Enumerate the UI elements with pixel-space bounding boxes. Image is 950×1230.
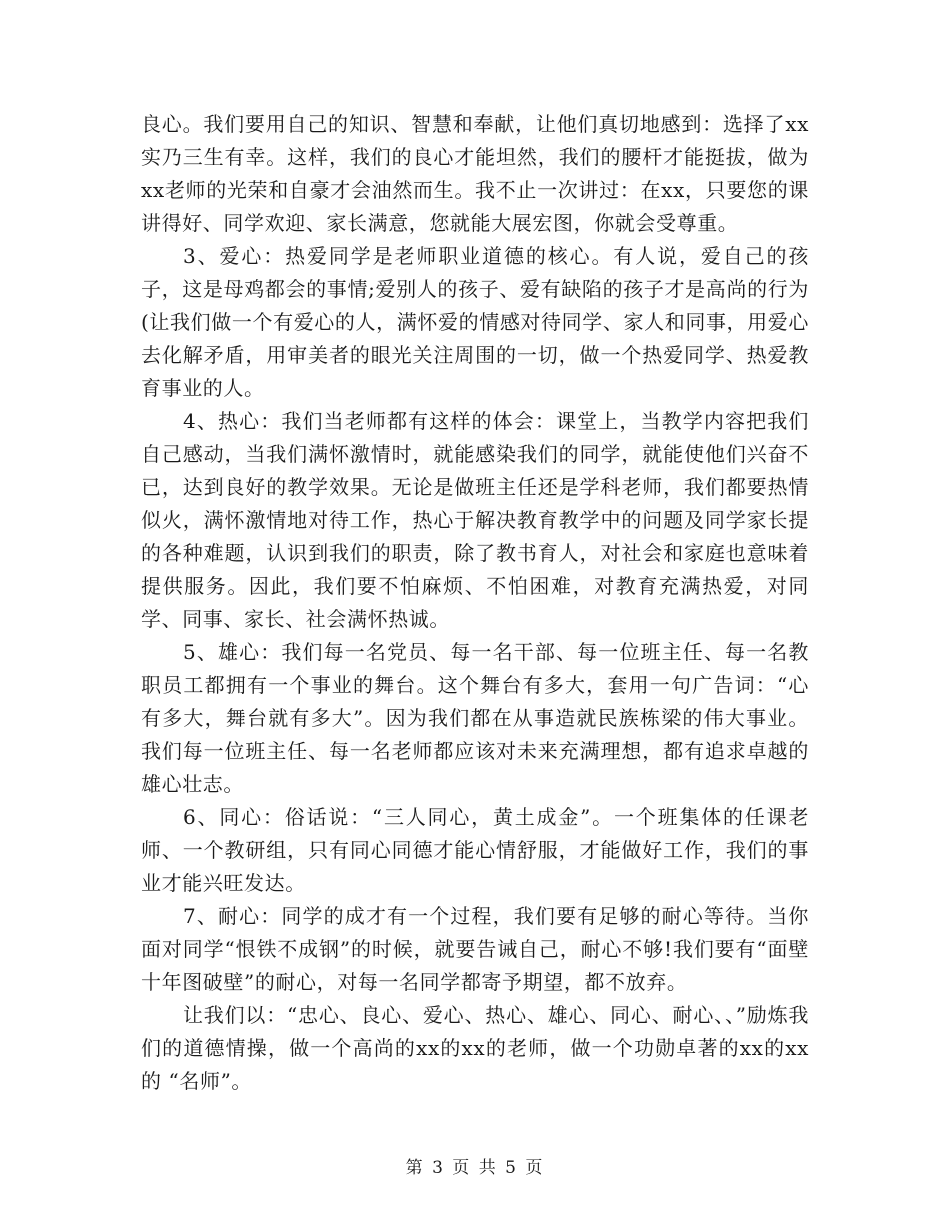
paragraph-rexin: 4、热心：我们当老师都有这样的体会：课堂上，当教学内容把我们自己感动，当我们满怀激情时，就能感染我们的同学，就能使他们兴奋不已，达到良好的教学效果。无论是做班主任还是学科老师，我们都要热情似火，满怀激情地对待工作，热心于解决教育教学中的问题及同学家长提的各种难题，认识到我们的职责，除了教书育人，对社会和家庭也意味着提供服务。因此，我们要不怕麻烦、不怕困难，对教育充满热爱，对同学、同事、家长、社会满怀热诚。 [141,409,809,631]
paragraph-conclusion: 让我们以：“忠心、良心、爱心、热心、雄心、同心、耐心、、”励炼我们的道德情操，做一个高尚的xx的xx的老师，做一个功勋卓著的xx的xx的 “名师”。 [141,1003,809,1093]
document-body [141,108,809,1098]
paragraph-tongxin: 6、同心：俗话说：“三人同心，黄土成金”。一个班集体的任课老师、一个教研组，只有同心同德才能心情舒服，才能做好工作，我们的事业才能兴旺发达。 [141,805,809,895]
paragraph-xiongxin: 5、雄心：我们每一名党员、每一名干部、每一位班主任、每一名教职员工都拥有一个事业的舞台。这个舞台有多大，套用一句广告词：“心有多大，舞台就有多大”。因为我们都在从事造就民族栋梁的伟大事业。我们每一位班主任、每一名老师都应该对未来充满理想，都有追求卓越的雄心壮志。 [141,640,809,796]
paragraph-naixin: 7、耐心：同学的成才有一个过程，我们要有足够的耐心等待。当你面对同学“恨铁不成钢”的时候，就要告诫自己，耐心不够!我们要有“面壁十年图破壁”的耐心，对每一名同学都寄予期望，都不放弃。 [141,904,809,994]
page-number-footer: 第 3 页 共 5 页 [405,1158,545,1178]
paragraph-aixin: 3、爱心：热爱同学是老师职业道德的核心。有人说，爱自己的孩子，这是母鸡都会的事情;爱别人的孩子、爱有缺陷的孩子才是高尚的行为(让我们做一个有爱心的人，满怀爱的情感对待同学、家人和同事，用爱心去化解矛盾，用审美者的眼光关注周围的一切，做一个热爱同学、热爱教育事业的人。 [141,244,809,400]
paragraph-continuation: 良心。我们要用自己的知识、智慧和奉献，让他们真切地感到：选择了xx实乃三生有幸。这样，我们的良心才能坦然，我们的腰杆才能挺拔，做为xx老师的光荣和自豪才会油然而生。我不止一次讲过：在xx，只要您的课讲得好、同学欢迎、家长满意，您就能大展宏图，你就会受尊重。 [141,112,809,235]
